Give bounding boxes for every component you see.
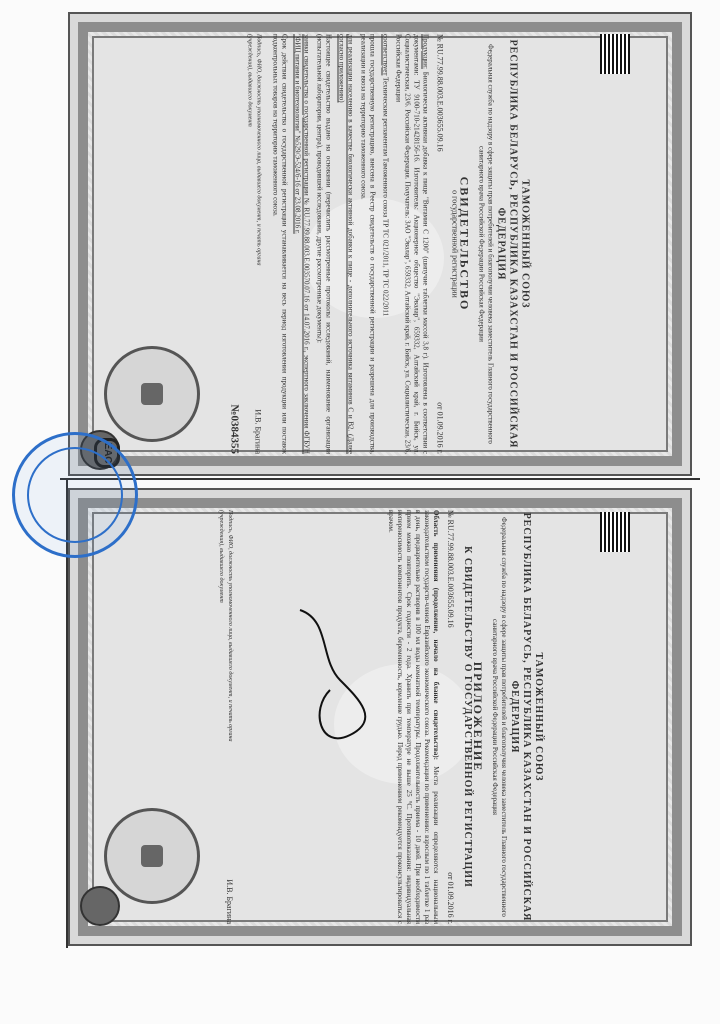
registration-number-row bbox=[436, 34, 445, 454]
agency-name: Федеральная служба по надзору в сфере защиты прав потребителей и благополучия человека заместитель Главного государственного санитарного врача Российской Федерации Российская Федерация bbox=[477, 44, 495, 444]
eaeu-logo-icon bbox=[80, 886, 120, 926]
page-divider bbox=[60, 478, 700, 480]
union-heading: ТАМОЖЕННЫЙ СОЮЗ bbox=[519, 179, 531, 309]
eac-mark-icon: ЕАС bbox=[94, 438, 120, 468]
registration-date: 01.09.2016 г. bbox=[446, 881, 455, 924]
barcode-icon bbox=[600, 34, 630, 74]
coat-of-arms-icon bbox=[141, 383, 163, 405]
number-label: № bbox=[435, 34, 445, 42]
validity-paragraph: Срок действия свидетельства о государственной регистрации устанавливается на весь период изготовления продукции или поставок подконтрольных товаров на территорию таможенного союза. bbox=[271, 34, 289, 454]
registration-date: 01.09.2016 г. bbox=[435, 411, 445, 454]
stamp-ring bbox=[27, 447, 123, 543]
purpose-paragraph: для реализации населению в качестве биологически активной добавки к пище - дополнительного источника витаминов С и В2. (Далее согласно приложению) bbox=[337, 34, 355, 454]
product-section bbox=[394, 34, 430, 454]
blue-seal-stamp-icon bbox=[12, 432, 138, 558]
signature-block bbox=[245, 34, 263, 454]
basis-paragraph: Настоящее свидетельство выдано на основании (перечислить рассмотренные протоколы исследований, наименование организации (испытательной лаборатории, центра), проводившей исследования, другие рассмотренные документы): bbox=[315, 34, 333, 454]
signature-caption: Подпись, ФИО, должность уполномоченного лица, выдавшего документ, и печать органа (учреждения), выдавшего документ bbox=[246, 34, 262, 266]
area-text: Места реализации определяются национальным законодательством государств-членов Евразийского экономического союза. Рекомендации по применению: взрослым по 1 таблетке 1 раз в день, предварительно растворив в 100 мл воды комнатной температуры. Продолжительность приема - 10 дней. При необходимости прием можно повторить. Срок годности - 2 года. Хранить при температуре не выше 25 °С. Противопоказания: индивидуальная непереносимость компонентов продукта, беременность, кормление грудью. Перед применением рекомендуется проконсультироваться с врачом. bbox=[387, 510, 440, 924]
registration-number-row bbox=[446, 510, 455, 924]
serial-number: №0384355 bbox=[228, 404, 241, 454]
countries-heading: РЕСПУБЛИКА БЕЛАРУСЬ, РЕСПУБЛИКА КАЗАХСТАН И РОССИЙСКАЯ ФЕДЕРАЦИЯ bbox=[509, 512, 532, 922]
coat-of-arms-icon bbox=[141, 845, 163, 867]
certificate-main-text bbox=[230, 34, 531, 454]
registration-number: RU.77.99.88.003.Е.003655.09.16 bbox=[446, 519, 455, 628]
product-text: Биологически активная добавка к пище "Витамин С 1200" (шипучие таблетки массой 3,8 г). Изготовлена в соответствии с документами: ТУ 9100-710-21428156-16. Изготовитель: Акционерное общество "Эвалар", 659332, Алтайский край, г. Бийск, ул. Социалистическая, 23/6. Российская Федерация. Получатель: ЗАО "Эвалар", 659332, Алтайский край, г. Бийск, ул. Социалистическая, 23/6, Российская Федерация bbox=[394, 34, 430, 455]
complies-label: соответствует bbox=[381, 34, 390, 76]
barcode-icon bbox=[600, 512, 630, 552]
number-label: № bbox=[446, 510, 455, 518]
signature-caption: Подпись, ФИО, должность уполномоченного лица, выдавшего документ, и печать органа (учреждения), выдавшего документ bbox=[218, 510, 233, 742]
basis-documents: заявки свидетельства о государственной регистрации № RU.77.99.88.003.Е.003570.07.16 от 14.07.2016 г., экспертного заключения ФГБУН "ФИЦ питания и биотехнологии" №529/Э-524/б-16 от 23.08.2016 г. bbox=[293, 34, 311, 454]
signature-block bbox=[216, 510, 234, 924]
document-subtitle: о государственной регистрации bbox=[450, 190, 460, 298]
agency-name: Федеральная служба по надзору в сфере защиты прав потребителей и благополучия человека заместитель Главного государственного санитарного врача Российской Федерации Российская Федерация bbox=[491, 517, 508, 917]
seal-stamp-icon bbox=[104, 808, 200, 904]
registration-paragraph: прошла государственную регистрацию, внесена в Реестр свидетельств о государственной регистрации и разрешена для производства, реализации и ввоза на территорию таможенного союза. bbox=[359, 34, 377, 454]
handwritten-mark bbox=[290, 600, 410, 740]
appendix-subtitle: К СВИДЕТЕЛЬСТВУ О ГОСУДАРСТВЕННОЙ РЕГИСТРАЦИИ bbox=[462, 546, 473, 888]
document-title: СВИДЕТЕЛЬСТВО bbox=[457, 176, 472, 312]
area-label: Область применения (продолжение, начало на бланке свидетельства): bbox=[432, 510, 440, 760]
signer-name: И.В. Брагина bbox=[253, 409, 263, 454]
countries-heading: РЕСПУБЛИКА БЕЛАРУСЬ, РЕСПУБЛИКА КАЗАХСТАН И РОССИЙСКАЯ ФЕДЕРАЦИЯ bbox=[495, 39, 519, 449]
date-label: от bbox=[435, 402, 445, 410]
registration-number: RU.77.99.88.003.Е.003655.09.16 bbox=[435, 43, 445, 152]
seal-stamp-icon bbox=[104, 346, 200, 442]
compliance-section bbox=[381, 34, 390, 454]
appendix-title: ПРИЛОЖЕНИЕ bbox=[471, 661, 485, 773]
complies-text: Техническим регламентам Таможенного союза ТР ТС 021/2011, ТР ТС 022/2011 bbox=[381, 77, 390, 317]
union-heading: ТАМОЖЕННЫЙ СОЮЗ bbox=[533, 652, 544, 782]
signer-name: И.В. Брагина bbox=[225, 879, 234, 924]
date-label: от bbox=[446, 872, 455, 880]
product-label: Продукция: bbox=[421, 34, 430, 69]
